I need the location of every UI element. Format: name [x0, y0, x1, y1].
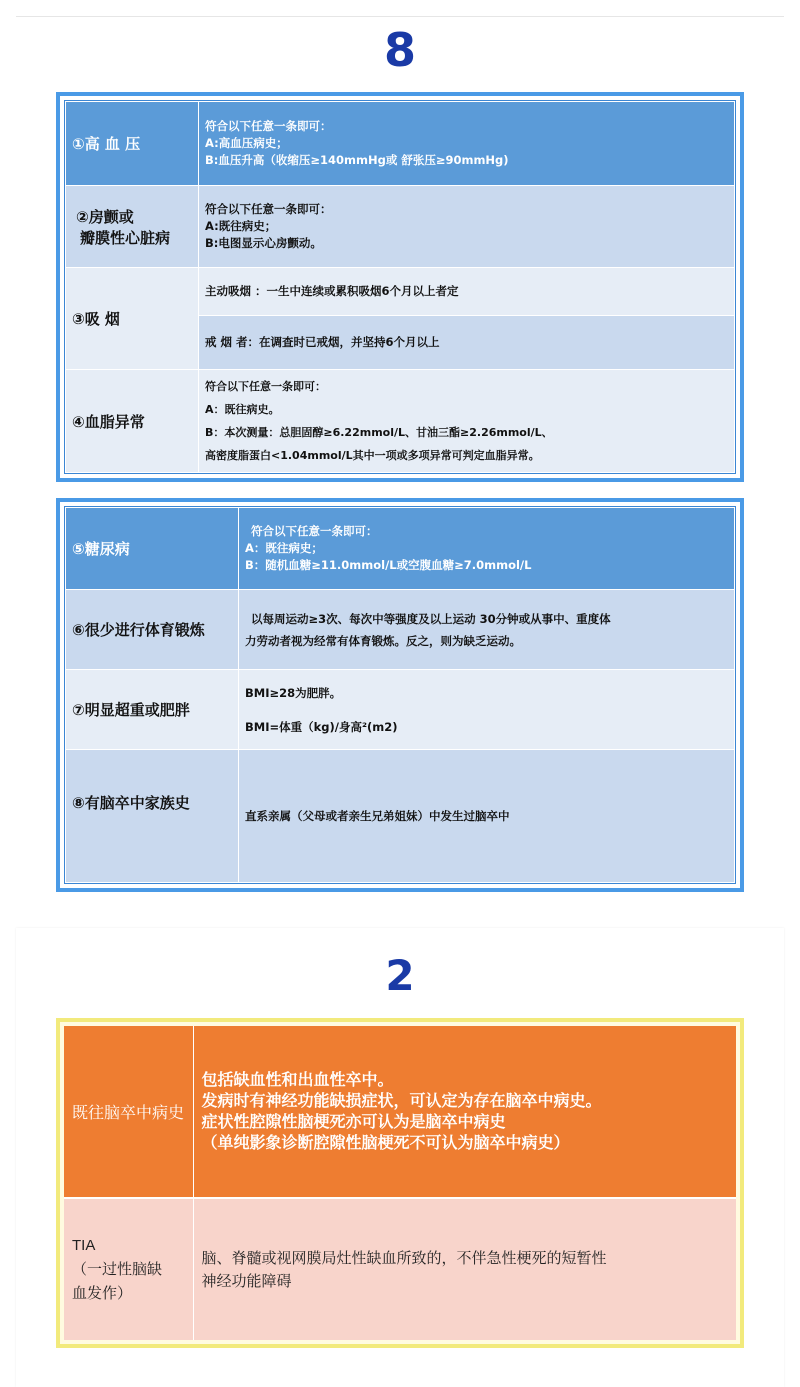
- table-row: [66, 268, 735, 316]
- risk-table-1: [56, 92, 744, 482]
- row-label: ⑤糖尿病: [66, 508, 239, 590]
- row-content: 直系亲属（父母或者亲生兄弟姐妹）中发生过脑卒中: [239, 750, 735, 883]
- section-number: 2: [385, 951, 415, 1000]
- row-label: ②房颤或 瓣膜性心脏病: [66, 186, 199, 268]
- risk-table-2: [56, 498, 744, 892]
- row-content: 脑、脊髓或视网膜局灶性缺血所致的，不伴急性梗死的短暂性 神经功能障碍: [193, 1198, 736, 1340]
- divider: [16, 16, 784, 17]
- row-label: 既往脑卒中病史: [64, 1026, 193, 1198]
- table-row: [66, 750, 735, 883]
- row-content: 戒 烟 者：在调查时已戒烟，并坚持6个月以上: [199, 316, 735, 370]
- table-row: [66, 186, 735, 268]
- row-content: 包括缺血性和出血性卒中。 发病时有神经功能缺损症状，可认定为存在脑卒中病史。 症状性腔隙性脑梗死亦可认为是脑卒中病史 （单纯影象诊断腔隙性脑梗死不可认为脑卒中病史）: [193, 1026, 736, 1198]
- row-content: 以每周运动≥3次、每次中等强度及以上运动 30分钟或从事中、重度体 力劳动者视为经常有体育锻炼。反之，则为缺乏运动。: [239, 590, 735, 670]
- section-number: 8: [383, 23, 416, 77]
- row-content: 主动吸烟 ：一生中连续或累积吸烟6个月以上者定: [199, 268, 735, 316]
- row-label: ④血脂异常: [66, 370, 199, 473]
- row-content: 符合以下任意一条即可： A:高血压病史； B:血压升高（收缩压≥140mmHg或 舒张压≥90mmHg): [199, 102, 735, 186]
- section-stroke-history: [16, 928, 784, 1387]
- row-content: 符合以下任意一条即可： A:既往病史； B:电图显示心房颤动。: [199, 186, 735, 268]
- table-row: [66, 508, 735, 590]
- table-row: [66, 670, 735, 750]
- row-label: ①高 血 压: [66, 102, 199, 186]
- row-label: ⑥很少进行体育锻炼: [66, 590, 239, 670]
- row-content: BMI≥28为肥胖。 BMI=体重（kg)/身高²(m2): [239, 670, 735, 750]
- table-row: [66, 102, 735, 186]
- table-row: [64, 1198, 736, 1340]
- row-content: 符合以下任意一条即可： A：既往病史。 B：本次测量：总胆固醇≥6.22mmol/L、甘油三酯≥2.26mmol/L、 高密度脂蛋白<1.04mmol/L其中一项或多项异常可判定血脂异常。: [199, 370, 735, 473]
- stroke-history-table: [56, 1018, 744, 1348]
- row-label: ⑦明显超重或肥胖: [66, 670, 239, 750]
- table-row: [64, 1026, 736, 1198]
- table-row: [66, 590, 735, 670]
- row-content: 符合以下任意一条即可： A：既往病史； B：随机血糖≥11.0mmol/L或空腹血糖≥7.0mmol/L: [239, 508, 735, 590]
- row-label: TIA （一过性脑缺 血发作）: [64, 1198, 193, 1340]
- row-label: ⑧有脑卒中家族史: [66, 750, 239, 883]
- table-row: [66, 370, 735, 473]
- row-label: ③吸 烟: [66, 268, 199, 370]
